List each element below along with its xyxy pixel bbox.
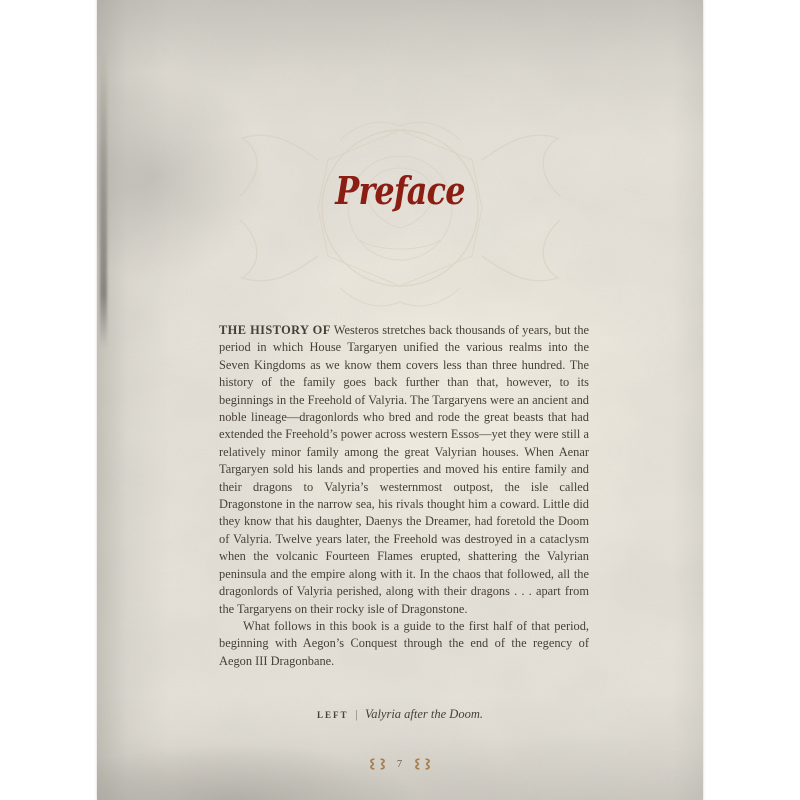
body-text xyxy=(219,322,589,670)
book-page xyxy=(97,0,703,800)
page-footer xyxy=(97,758,703,770)
fleuron-icon-left xyxy=(369,758,386,770)
caption-separator: | xyxy=(355,707,358,721)
caption-label: LEFT xyxy=(317,710,349,720)
caption-text: Valyria after the Doom. xyxy=(364,707,483,721)
body-paragraph-2: What follows in this book is a guide to the first half of that period, beginning with Aegon’s Conquest through the end of the regency of Aegon III Dragonbane. xyxy=(219,618,589,668)
illustration-caption xyxy=(97,705,703,723)
fleuron-icon-right xyxy=(414,758,431,770)
page-title: Preface xyxy=(335,168,465,213)
lead-in-phrase: THE HISTORY OF xyxy=(219,323,331,337)
page-crease xyxy=(100,48,107,348)
page-number: 7 xyxy=(396,758,404,770)
paragraph-1-text: Westeros stretches back thousands of years, but the period in which House Targaryen unified the various realms into the Seven Kingdoms as we know them covers less than three hundred. The history of the family goes back further than that, however, to its beginnings in the Freehold of Valyria. The Targaryens were an ancient and noble lineage—dragonlords who bred and rode the great beasts that had extended the Freehold’s power across western Essos—yet they were still a relatively minor family among the great Valyrian houses. When Aenar Targaryen sold his lands and properties and moved his entire family and their dragons to Valyria’s westernmost outpost, the isle called Dragonstone in the narrow sea, his rivals thought him a coward. Little did they know that his daughter, Daenys the Dreamer, had foretold the Doom of Valyria. Twelve years later, the Freehold was destroyed in a cataclysm when the volcanic Fourteen Flames erupted, shattering the Valyrian peninsula and the empire along with it. In the chaos that followed, all the dragonlords of Valyria perished, along with their dragons . . . apart from the Targaryens on their rocky isle of Dragonstone. xyxy=(219,323,590,616)
body-paragraph-1 xyxy=(219,322,589,618)
